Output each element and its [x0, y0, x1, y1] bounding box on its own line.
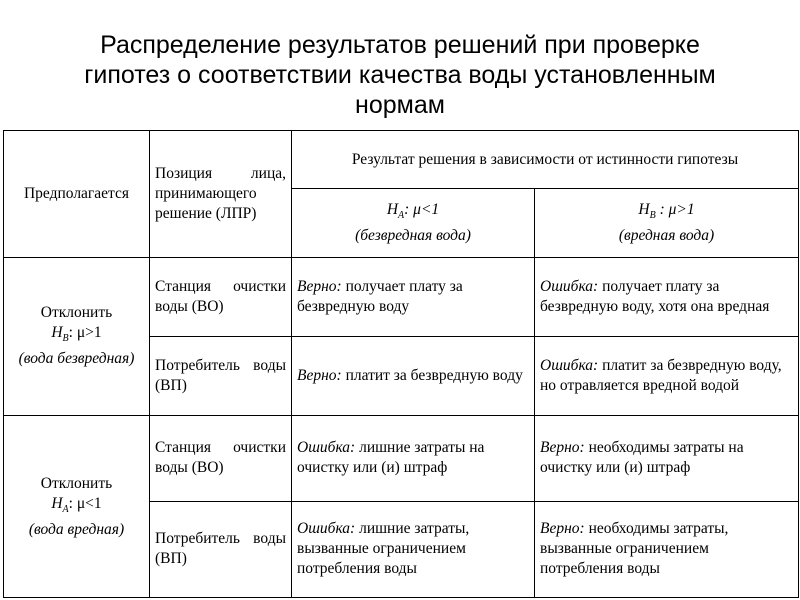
page-title: [0, 30, 800, 120]
hypothesis-subscript: B: [649, 209, 656, 221]
outcome-text: лишние затраты, вызванные ограничением потребления воды: [297, 520, 470, 578]
hypothesis-description: (вредная вода): [618, 226, 715, 244]
header-result: Результат решения в зависимости от истинности гипотезы: [292, 131, 799, 189]
hypothesis-condition: : μ>1: [68, 324, 102, 342]
hypothesis-condition: : μ>1: [655, 200, 695, 218]
title-line-1: Распределение результатов решений при проверке: [100, 31, 700, 59]
hypothesis-symbol: H: [386, 200, 399, 218]
outcome-cell-hb: [535, 501, 799, 597]
outcome-text: получает плату за безвредную воду, хотя она вредная: [540, 277, 770, 315]
reject-hypothesis-b-cell: [4, 257, 150, 416]
outcome-label: Верно:: [540, 439, 585, 457]
hypothesis-symbol: H: [638, 200, 650, 218]
outcome-cell-ha: [292, 501, 535, 597]
outcome-label: Ошибка:: [297, 439, 356, 457]
outcome-cell-ha: [292, 257, 535, 336]
outcome-cell-ha: [292, 416, 535, 501]
hypothesis-description: (вода безвредная): [18, 350, 135, 368]
outcome-label: Ошибка:: [297, 520, 356, 538]
outcome-label: Ошибка:: [540, 277, 599, 295]
outcome-text: необходимы затраты, вызванные ограничением потребления воды: [540, 520, 729, 578]
reject-label: Отклонить: [40, 304, 113, 322]
outcome-cell-hb: [535, 336, 799, 415]
outcome-label: Верно:: [297, 367, 342, 384]
hypothesis-condition: : μ<1: [404, 200, 440, 218]
outcome-text: лишние затраты на очистку или (и) штраф: [297, 439, 485, 477]
table-row: [4, 416, 799, 501]
position-cell: Потребитель воды (ВП): [150, 501, 292, 597]
hypothesis-description: (вода вредная): [28, 520, 125, 538]
table-row: [4, 257, 799, 336]
decision-table: [3, 130, 799, 598]
outcome-text: необходимы затраты на очистку или (и) штраф: [540, 439, 744, 477]
hypothesis-symbol: H: [51, 324, 63, 342]
position-cell: Станция очистки воды (ВО): [150, 416, 292, 501]
title-line-3: нормам: [355, 91, 445, 119]
hypothesis-symbol: H: [51, 494, 63, 512]
header-position: Позиция лица, принимающего решение (ЛПР): [150, 131, 292, 258]
reject-hypothesis-a-cell: [4, 416, 150, 598]
outcome-cell-hb: [535, 416, 799, 501]
hypothesis-condition: : μ<1: [68, 494, 102, 512]
hypothesis-subscript: A: [62, 503, 69, 515]
outcome-label: Верно:: [297, 277, 342, 295]
hypothesis-description: (безвредная вода): [355, 226, 471, 244]
header-hypothesis-a: [292, 189, 535, 257]
outcome-cell-ha: [292, 336, 535, 415]
header-hypothesis-b: [535, 189, 799, 257]
reject-label: Отклонить: [40, 474, 113, 492]
position-cell: Потребитель воды (ВП): [150, 336, 292, 415]
hypothesis-subscript: B: [62, 333, 69, 345]
outcome-label: Верно:: [540, 520, 585, 538]
title-line-2: гипотез о соответствии качества воды установленным: [84, 61, 716, 89]
hypothesis-subscript: A: [398, 209, 405, 221]
outcome-text: платит за безвредную воду: [341, 367, 523, 384]
outcome-cell-hb: [535, 257, 799, 336]
outcome-text: получает плату за безвредную воду: [297, 277, 463, 315]
position-cell: Станция очистки воды (ВО): [150, 257, 292, 336]
outcome-label: Ошибка:: [540, 357, 599, 374]
outcome-text: платит за безвредную воду, но отравляется вредной водой: [540, 357, 782, 394]
header-assumed: Предполагается: [4, 131, 150, 258]
